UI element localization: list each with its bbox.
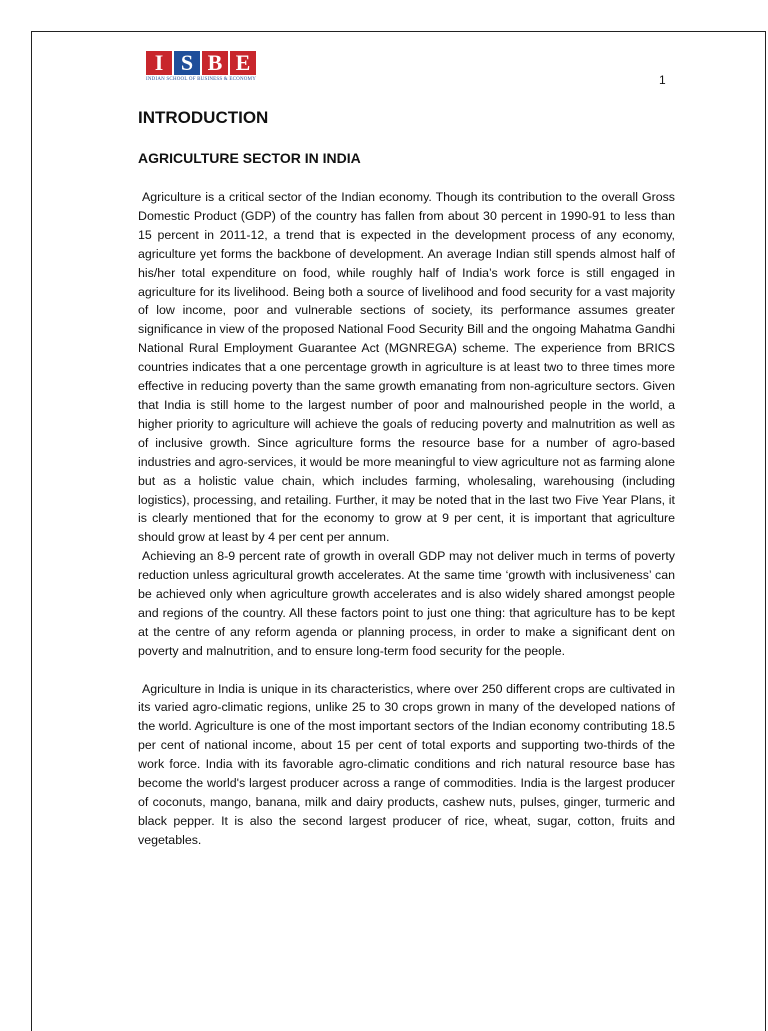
section-heading: AGRICULTURE SECTOR IN INDIA [138, 150, 361, 166]
logo-tagline: INDIAN SCHOOL OF BUSINESS & ECONOMY [146, 77, 257, 82]
paragraph-1: Agriculture is a critical sector of the Indian economy. Though its contribution to the overall Gross Domestic Product (GDP) of the country has fallen from about 30 percent in 1990-91 to less than 15 percent in 2011-12, a trend that is expected in the development process of any economy, agriculture yet forms the backbone of development. An average Indian still spends almost half of his/her total expenditure on food, while roughly half of India’s work force is still engaged in agriculture for its livelihood. Being both a source of livelihood and food security for a vast majority of low income, poor and vulnerable sections of society, its performance assumes greater significance in view of the proposed National Food Security Bill and the ongoing Mahatma Gandhi National Rural Employment Guarantee Act (MGNREGA) scheme. The experience from BRICS countries indicates that a one percentage growth in agriculture is at least two to three times more effective in reducing poverty than the same growth emanating from non-agriculture sectors. Given that India is still home to the largest number of poor and malnourished people in the world, a higher priority to agriculture will achieve the goals of reducing poverty and malnutrition as well as of inclusive growth. Since agriculture forms the resource base for a number of agro-based industries and agro-services, it would be more meaningful to view agriculture not as farming alone but as a holistic value chain, which includes farming, wholesaling, warehousing (including logistics), processing, and retailing. Further, it may be noted that in the last two Five Year Plans, it is clearly mentioned that for the economy to grow at 9 per cent, it is important that agriculture should grow at least by 4 per cent per annum. [138, 190, 675, 545]
paragraph-2: Achieving an 8-9 percent rate of growth in overall GDP may not deliver much in terms of poverty reduction unless agricultural growth accelerates. At the same time ‘growth with inclusiveness’ can be achieved only when agriculture growth accelerates and is also widely shared amongst people and regions of the country. All these factors point to just one thing: that agriculture has to be kept at the centre of any reform agenda or planning process, in order to make a significant dent on poverty and malnutrition, and to ensure long-term food security for the people. [138, 549, 675, 658]
body-text [138, 188, 675, 850]
logo-letter-e: E [230, 51, 256, 75]
logo-letter-b: B [202, 51, 228, 75]
logo-letter-s: S [174, 51, 200, 75]
logo-letter-i: I [146, 51, 172, 75]
paragraph-3: Agriculture in India is unique in its characteristics, where over 250 different crops are cultivated in its varied agro-climatic regions, unlike 25 to 30 crops grown in many of the developed nations of the world. Agriculture is one of the most important sectors of the Indian economy contributing 18.5 per cent of national income, about 15 per cent of total exports and supporting two-thirds of the work force. India with its favorable agro-climatic conditions and rich natural resource base has become the world's largest producer across a range of commodities. India is the largest producer of coconuts, mango, banana, milk and dairy products, cashew nuts, pulses, ginger, turmeric and black pepper. It is also the second largest producer of rice, wheat, sugar, cotton, fruits and vegetables. [138, 681, 675, 847]
page-number: 1 [659, 73, 666, 87]
isbe-logo [146, 51, 260, 84]
page-title: INTRODUCTION [138, 108, 269, 127]
logo-letters [146, 51, 260, 75]
